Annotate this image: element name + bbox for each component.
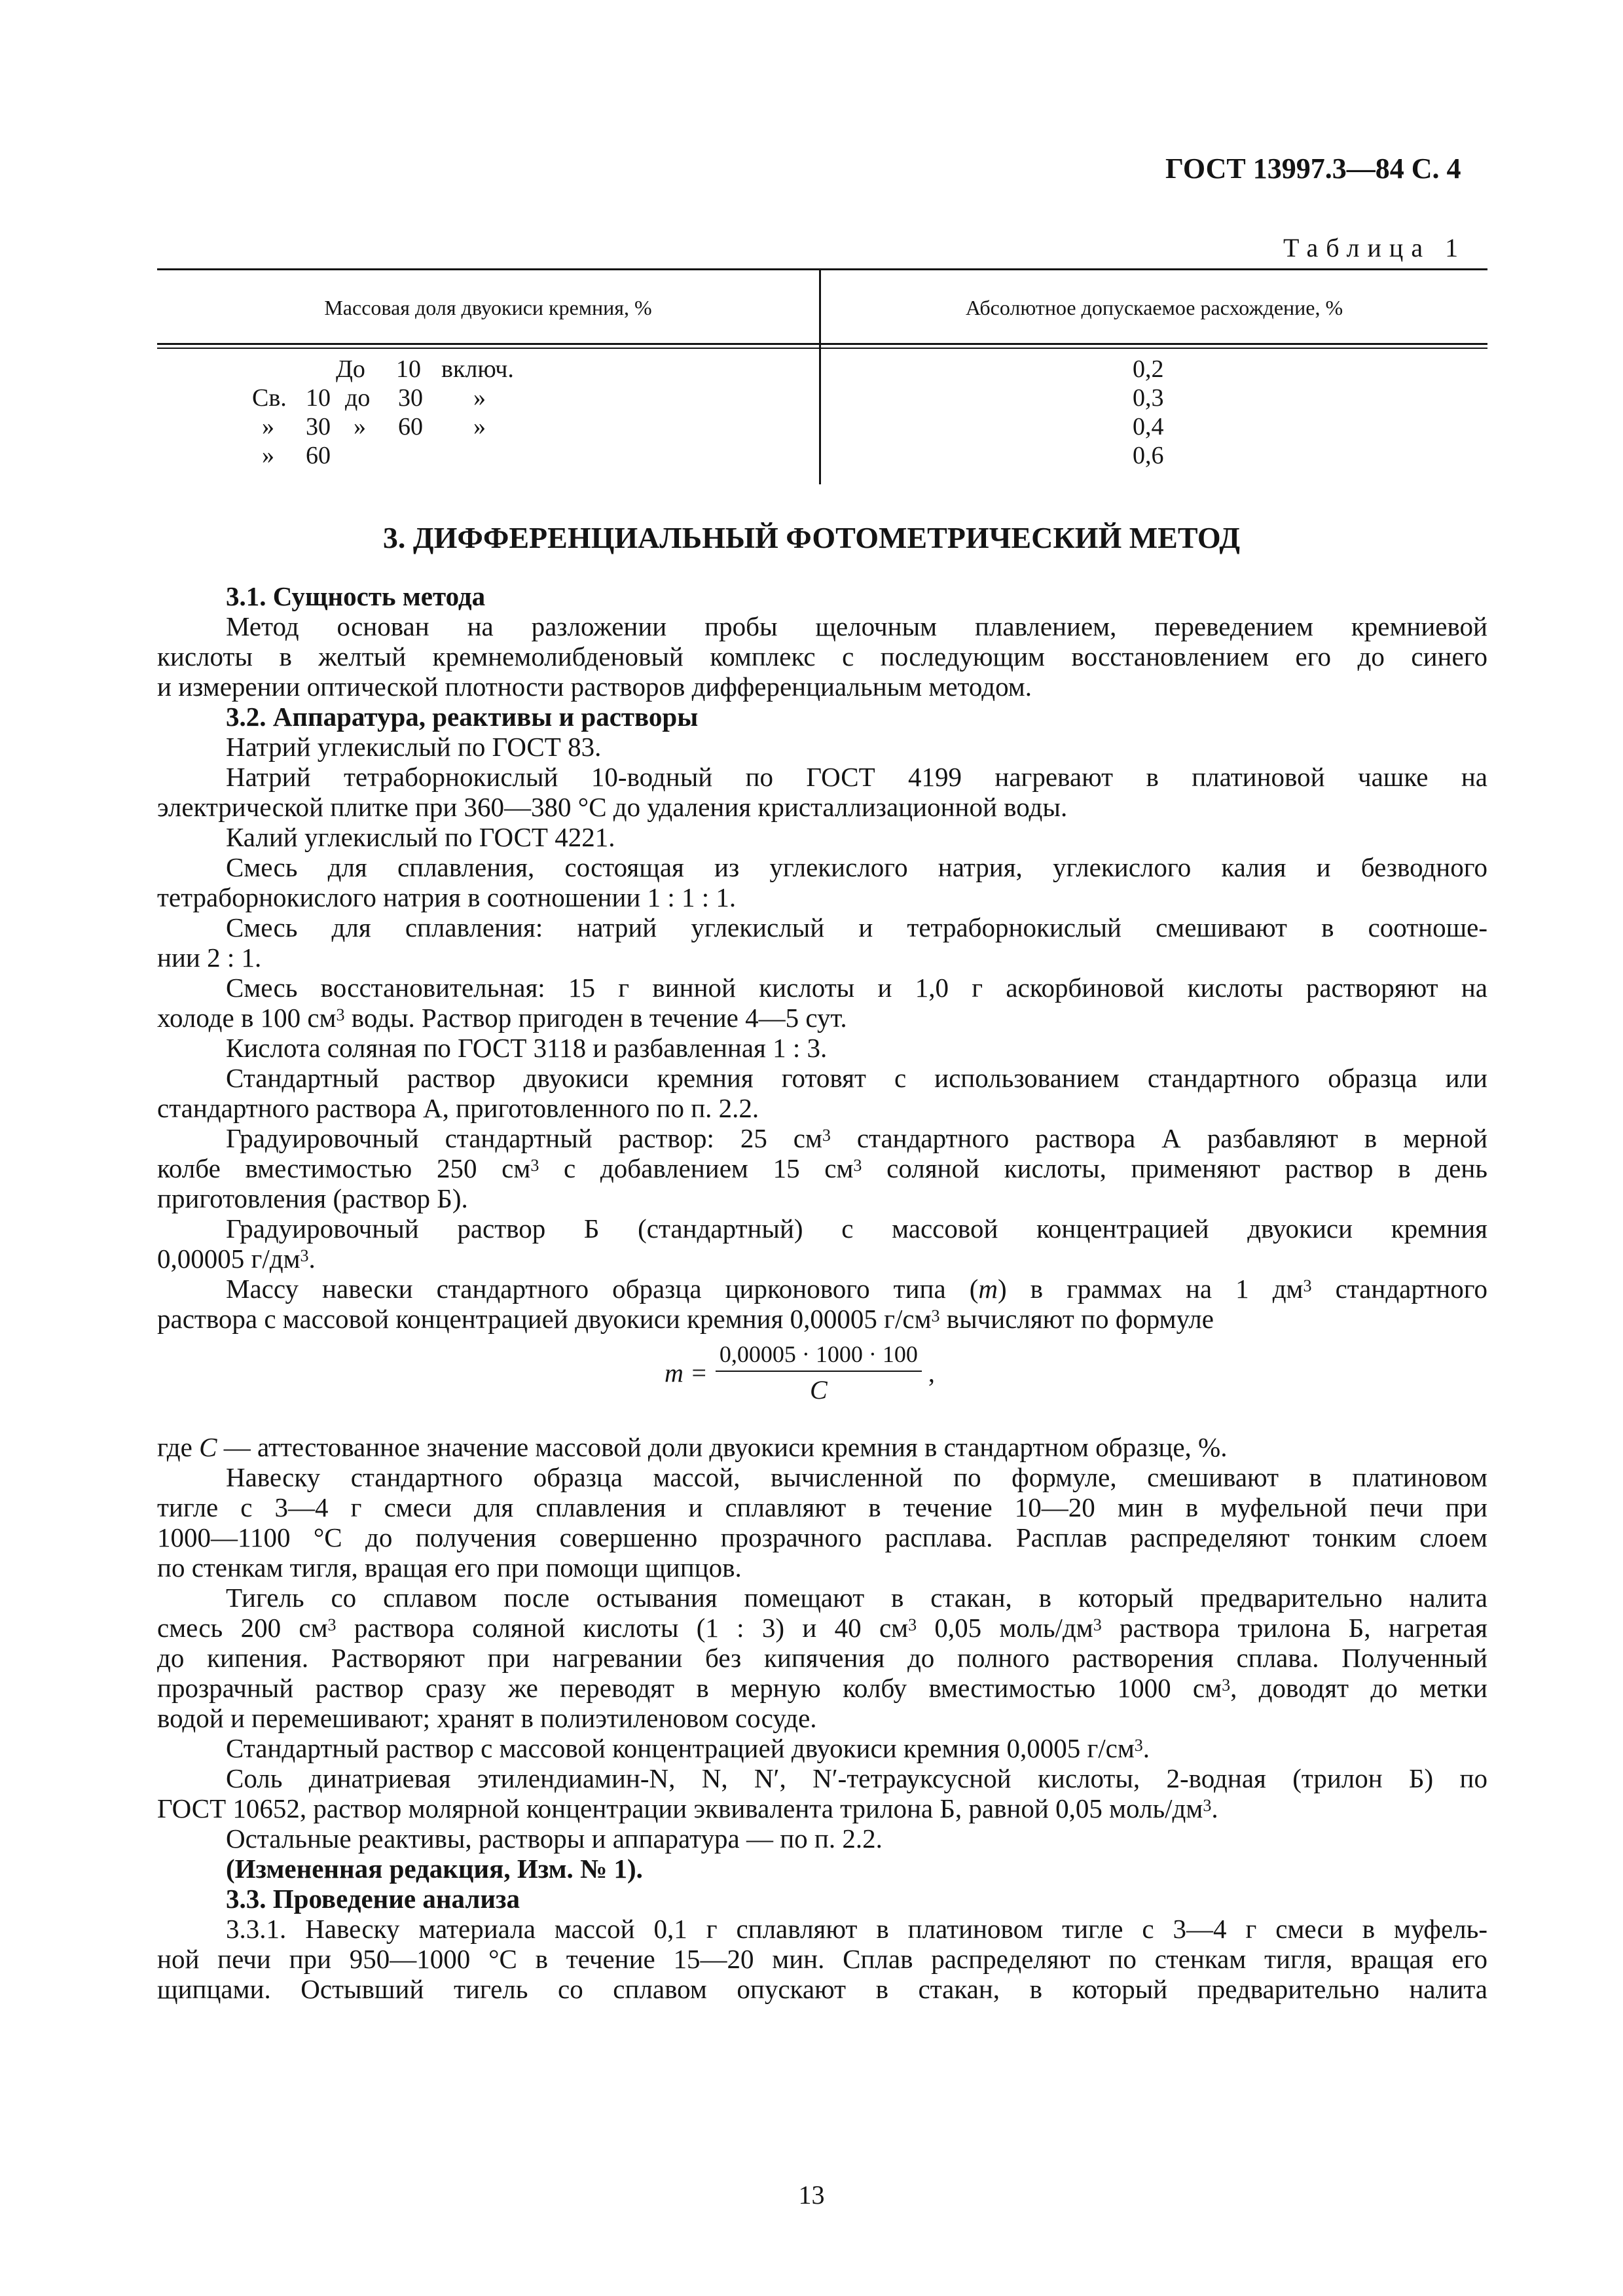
paragraph-line: прозрачный раствор сразу же переводят в мерную колбу вместимостью 1000 $см^3$, доводят до метки — [157, 1673, 1487, 1703]
paragraph-line: электрической плитке при 360—380 °С до удаления кристаллизационной воды. — [157, 792, 1068, 822]
range-suffix: » — [473, 384, 486, 412]
formula-denominator: C — [810, 1375, 828, 1405]
range-from-value: 10 — [306, 384, 331, 412]
paragraph-line: 0,00005 $г/дм^3$. — [157, 1244, 316, 1274]
paragraph-line: приготовления (раствор Б). — [157, 1183, 468, 1213]
formula-lhs: m = — [665, 1358, 708, 1388]
tolerance-value: 0,2 — [1133, 355, 1164, 383]
paragraph-line: Градуировочный раствор Б (стандартный) с массовой концентрацией двуокиси кремния — [226, 1213, 1487, 1244]
paragraph-line: Остальные реактивы, растворы и аппаратура — по п. 2.2. — [226, 1823, 883, 1854]
subsection-heading-3-2: 3.2. Аппаратура, реактивы и растворы — [226, 702, 699, 732]
paragraph-line: Стандартный раствор двуокиси кремния готовят с использованием стандартного образца или — [226, 1063, 1487, 1093]
range-connector: » — [354, 413, 366, 440]
tolerance-table — [157, 268, 1487, 486]
paragraph-line: Калий углекислый по ГОСТ 4221. — [226, 822, 615, 852]
paragraph-line: ной печи при 950—1000 °С в течение 15—20 мин. Сплав распределяют по стенкам тигля, вращая его — [157, 1944, 1487, 1974]
paragraph-line: Натрий углекислый по ГОСТ 83. — [226, 732, 602, 762]
table-header-tolerance: Абсолютное допускаемое расхождение, % — [965, 296, 1343, 319]
range-to-value: 30 — [398, 384, 423, 412]
range-prefix: » — [262, 413, 274, 440]
paragraph-line: нии 2 : 1. — [157, 942, 262, 973]
paragraph-line: ГОСТ 10652, раствор молярной концентрации эквивалента трилона Б, равной 0,05 моль/$дм^3$. — [157, 1793, 1218, 1823]
tolerance-value: 0,6 — [1133, 442, 1164, 469]
formula-numerator: 0,00005 · 1000 · 100 — [716, 1340, 922, 1372]
page-number: 13 — [798, 2180, 825, 2210]
range-from-value: 60 — [306, 442, 331, 469]
paragraph-line: Смесь восстановительная: 15 г винной кислоты и 1,0 г аскорбиновой кислоты растворяют на — [226, 973, 1487, 1003]
paragraph-line: Смесь для сплавления: натрий углекислый и тетраборнокислый смешивают в соотноше- — [226, 912, 1487, 942]
formula-comma: , — [928, 1358, 935, 1388]
range-from-value: 10 — [396, 355, 421, 383]
table-top-rule — [157, 268, 1487, 270]
paragraph-line: смесь 200 $см^3$ раствора соляной кислоты (1 : 3) и 40 $см^3$ 0,05 моль/$дм^3$ раствора трилона Б, нагретая — [157, 1613, 1487, 1643]
range-to-value: 60 — [398, 413, 423, 440]
table-label: Таблица 1 — [1283, 233, 1467, 262]
formula — [157, 1334, 1487, 1432]
paragraph-line: холоде в 100 $см^3$ воды. Раствор пригоден в течение 4—5 сут. — [157, 1003, 847, 1033]
paragraph-line: по стенкам тигля, вращая его при помощи щипцов. — [157, 1552, 742, 1583]
table-header-mass-fraction: Массовая доля двуокиси кремния, % — [324, 296, 652, 319]
subsection-heading-3-3: 3.3. Проведение анализа — [226, 1884, 520, 1914]
paragraph-line: тигле с 3—4 г смеси для сплавления и сплавляют в течение 10—20 мин в муфельной печи при — [157, 1492, 1487, 1522]
revision-note: (Измененная редакция, Изм. № 1). — [226, 1854, 643, 1884]
range-suffix: » — [473, 413, 486, 440]
paragraph-line: Соль динатриевая этилендиамин-N, N, N′, N′-тетрауксусной кислоты, 2-водная (трилон Б) по — [226, 1763, 1487, 1793]
range-from-word: До — [336, 355, 365, 383]
paragraph-line: 1000—1100 °С до получения совершенно прозрачного расплава. Расплав распределяют тонким слоем — [157, 1522, 1487, 1552]
paragraph-line: Стандартный раствор с массовой концентрацией двуокиси кремния 0,0005 $г/см^3$. — [226, 1733, 1150, 1763]
paragraph-line: где C — аттестованное значение массовой доли двуокиси кремния в стандартном образце, %. — [157, 1432, 1228, 1462]
paragraph-line: Натрий тетраборнокислый 10-водный по ГОСТ 4199 нагревают в платиновой чашке на — [226, 762, 1487, 792]
paragraph-line: Смесь для сплавления, состоящая из углекислого натрия, углекислого калия и безводного — [226, 852, 1487, 882]
paragraph-line: и измерении оптической плотности растворов дифференциальным методом. — [157, 672, 1032, 702]
range-suffix: включ. — [441, 355, 514, 383]
section-heading: 3. ДИФФЕРЕНЦИАЛЬНЫЙ ФОТОМЕТРИЧЕСКИЙ МЕТОД — [382, 521, 1241, 554]
paragraph-line: Метод основан на разложении пробы щелочным плавлением, переведением кремниевой — [226, 611, 1487, 641]
range-prefix: Св. — [252, 384, 287, 412]
paragraph-line: Тигель со сплавом после остывания помещают в стакан, в который предварительно налита — [226, 1583, 1487, 1613]
paragraph-line: водой и перемешивают; хранят в полиэтиленовом сосуде. — [157, 1703, 817, 1733]
table-header-rule — [157, 343, 1487, 345]
paragraph-line: Кислота соляная по ГОСТ 3118 и разбавленная 1 : 3. — [226, 1033, 828, 1063]
subsection-heading-3-1: 3.1. Сущность метода — [226, 581, 486, 611]
range-connector: до — [345, 384, 371, 412]
paragraph-line: колбе вместимостью 250 $см^3$ с добавлением 15 $см^3$ соляной кислоты, применяют раствор в день — [157, 1153, 1487, 1183]
paragraph-line: кислоты в желтый кремнемолибденовый комплекс с последующим восстановлением его до синего — [157, 641, 1487, 672]
tolerance-value: 0,4 — [1133, 413, 1164, 440]
tolerance-value: 0,3 — [1133, 384, 1164, 412]
range-from-value: 30 — [306, 413, 331, 440]
paragraph-line: раствора с массовой концентрацией двуокиси кремния 0,00005 $г/см^3$ вычисляют по формуле — [157, 1304, 1214, 1334]
paragraph-line: Навеску стандартного образца массой, вычисленной по формуле, смешивают в платиновом — [226, 1462, 1487, 1492]
document-header: ГОСТ 13997.3—84 С. 4 — [1165, 152, 1461, 185]
table-header-rule-double — [157, 348, 1487, 349]
paragraph-line: щипцами. Остывший тигель со сплавом опускают в стакан, в который предварительно налита — [157, 1974, 1487, 2004]
paragraph-line: Градуировочный стандартный раствор: 25 $см^3$ стандартного раствора А разбавляют в мерной — [226, 1123, 1488, 1153]
formula-fraction — [716, 1340, 922, 1405]
paragraph-line: 3.3.1. Навеску материала массой 0,1 г сплавляют в платиновом тигле с 3—4 г смеси в муфель- — [226, 1914, 1487, 1944]
document-body — [157, 581, 1487, 2004]
paragraph-line: Массу навески стандартного образца цирконового типа (m) в граммах на 1 $дм^3$ стандартного — [226, 1274, 1487, 1304]
paragraph-line: до кипения. Растворяют при нагревании без кипячения до полного растворения сплава. Полученный — [157, 1643, 1487, 1673]
paragraph-line: тетраборнокислого натрия в соотношении 1 : 1 : 1. — [157, 882, 737, 912]
range-prefix: » — [262, 442, 274, 469]
paragraph-line: стандартного раствора А, приготовленного по п. 2.2. — [157, 1093, 759, 1123]
